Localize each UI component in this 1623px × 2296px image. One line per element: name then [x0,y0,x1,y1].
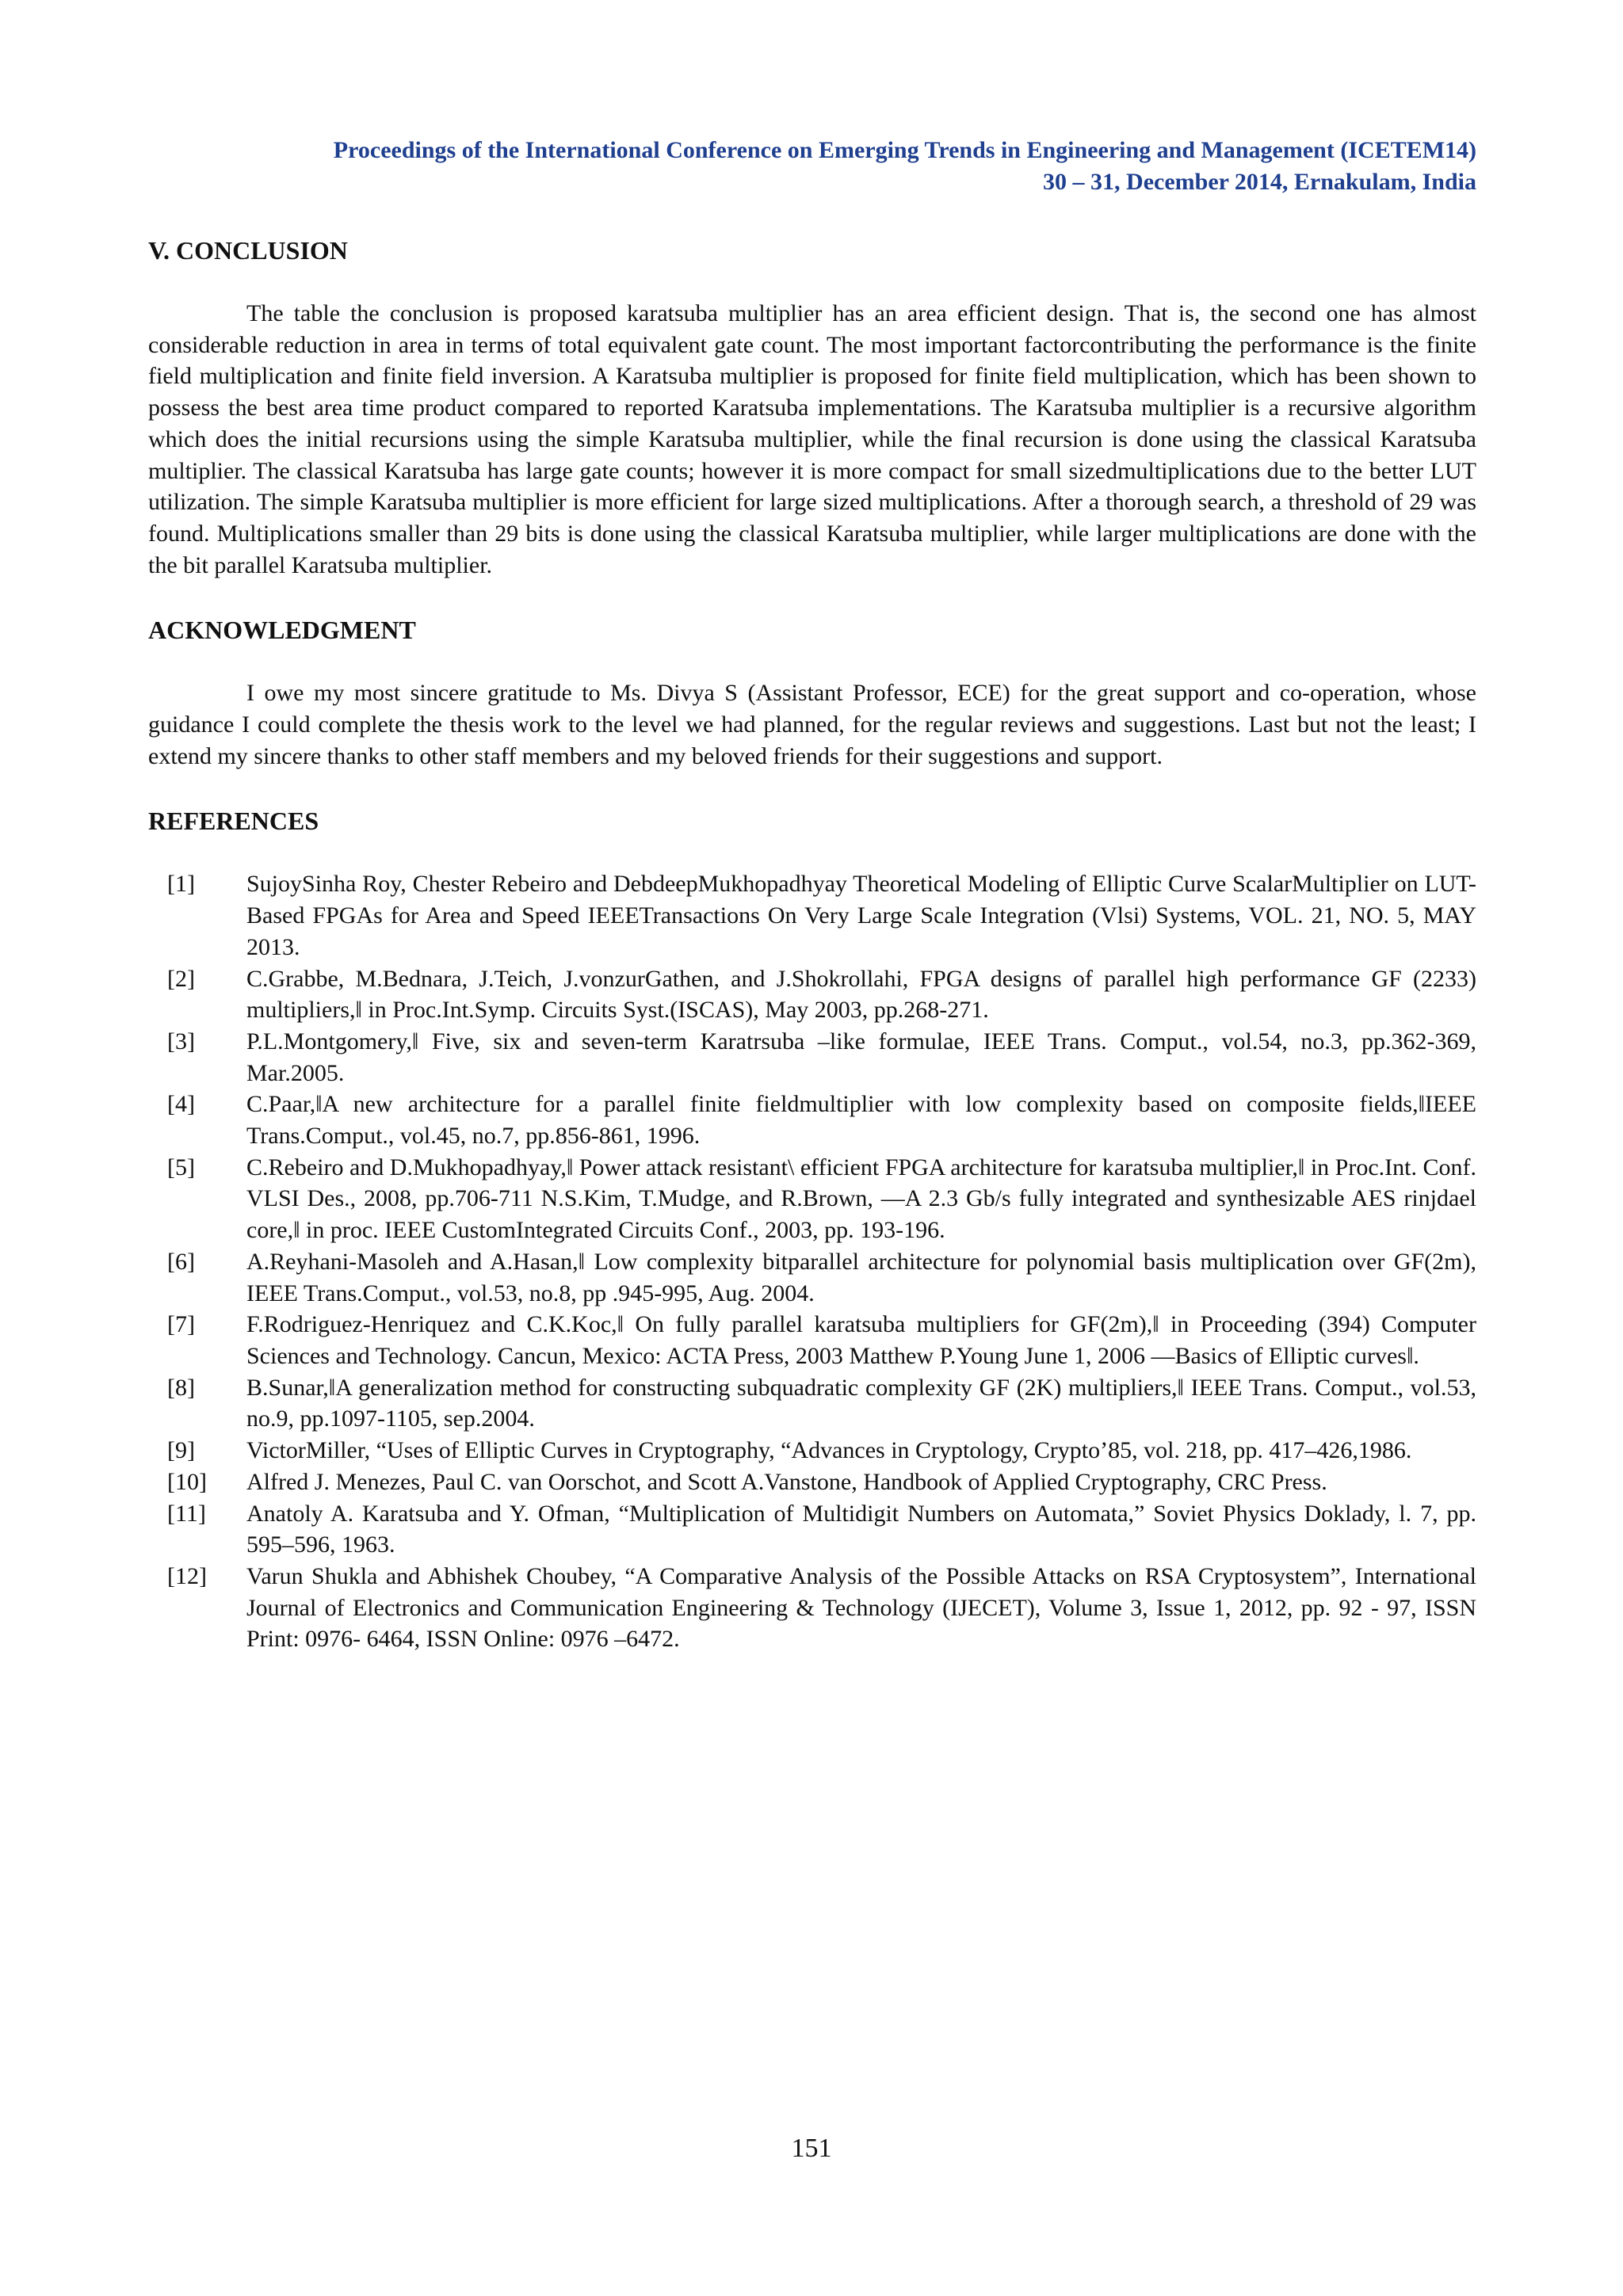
reference-number: [3] [167,1028,195,1055]
conference-date-location: 30 – 31, December 2014, Ernakulam, India [1043,169,1476,195]
reference-item [148,963,1476,1026]
reference-item [148,1561,1476,1655]
references-heading: REFERENCES [148,807,319,836]
reference-number: [2] [167,965,195,992]
reference-number: [1] [167,871,195,898]
reference-number: [12] [167,1562,207,1589]
reference-item [148,868,1476,963]
reference-text: VictorMiller, “Uses of Elliptic Curves in Cryptography, “Advances in Cryptology, Crypto’85, vol. 218, pp. 417–426,1986. [246,1437,1412,1464]
reference-number: [6] [167,1248,195,1275]
reference-text: A.Reyhani-Masoleh and A.Hasan,‖ Low complexity bitparallel architecture for polynomial basis multiplication over GF(2m), IEEE Trans.Comput., vol.53, no.8, pp .945-995, Aug. 2004. [246,1248,1476,1306]
reference-item [148,1246,1476,1309]
reference-text: P.L.Montgomery,‖ Five, six and seven-term Karatrsuba –like formulae, IEEE Trans. Comput., vol.54, no.3, pp.362-369, Mar.2005. [246,1028,1476,1086]
acknowledgment-section [148,614,1476,772]
reference-number: [10] [167,1468,207,1495]
reference-number: [8] [167,1374,195,1401]
reference-number: [7] [167,1311,195,1338]
reference-text: Varun Shukla and Abhishek Choubey, “A Comparative Analysis of the Possible Attacks on RSA Cryptosystem”, International Journal of Electronics and Communication Engineering & Technology (IJECET), Volume 3, Issue 1, 2012, pp. 92 - 97, ISSN Print: 0976- 6464, ISSN Online: 0976 –6472. [246,1562,1476,1653]
reference-item [148,1435,1476,1466]
reference-item [148,1309,1476,1371]
conference-header [148,135,1476,198]
reference-item [148,1152,1476,1246]
references-section [148,805,1476,1655]
reference-text: B.Sunar,‖A generalization method for constructing subquadratic complexity GF (2K) multipliers,‖ IEEE Trans. Comput., vol.53, no.9, pp.1097-1105, sep.2004. [246,1374,1476,1432]
page-number: 151 [791,2134,832,2163]
conclusion-paragraph: The table the conclusion is proposed karatsuba multiplier has an area efficient design. That is, the second one has almost considerable reduction in area in terms of total equivalent gate count. The most important factorcontributing the performance is the finite field multiplication and finite field inversion. A Karatsuba multiplier is proposed for finite field multiplication, which has been shown to possess the best area time product compared to reported Karatsuba implementations. The Karatsuba multiplier is a recursive algorithm which does the initial recursions using the simple Karatsuba multiplier, while the final recursion is done using the classical Karatsuba multiplier. The classical Karatsuba has large gate counts; however it is more compact for small sizedmultiplications due to the better LUT utilization. The simple Karatsuba multiplier is more efficient for large sized multiplications. After a thorough search, a threshold of 29 was found. Multiplications smaller than 29 bits is done using the classical Karatsuba multiplier, while larger multiplications are done with the the bit parallel Karatsuba multiplier. [148,300,1476,578]
reference-text: C.Grabbe, M.Bednara, J.Teich, J.vonzurGathen, and J.Shokrollahi, FPGA designs of parallel high performance GF (2233) multipliers,‖ in Proc.Int.Symp. Circuits Syst.(ISCAS), May 2003, pp.268-271. [246,965,1476,1024]
reference-text: Alfred J. Menezes, Paul C. van Oorschot, and Scott A.Vanstone, Handbook of Applied Cryptography, CRC Press. [246,1468,1327,1495]
reference-item [148,1498,1476,1561]
reference-text: C.Rebeiro and D.Mukhopadhyay,‖ Power attack resistant\ efficient FPGA architecture for karatsuba multiplier,‖ in Proc.Int. Conf. VLSI Des., 2008, pp.706-711 N.S.Kim, T.Mudge, and R.Brown, ―A 2.3 Gb/s fully integrated and synthesizable AES rinjdael core,‖ in proc. IEEE CustomIntegrated Circuits Conf., 2003, pp. 193-196. [246,1154,1476,1244]
reference-list [148,868,1476,1655]
reference-number: [4] [167,1091,195,1118]
reference-text: Anatoly A. Karatsuba and Y. Ofman, “Multiplication of Multidigit Numbers on Automata,” Soviet Physics Doklady, l. 7, pp. 595–596, 1963. [246,1500,1476,1558]
reference-number: [9] [167,1437,195,1464]
reference-item [148,1026,1476,1089]
conclusion-heading: V. CONCLUSION [148,236,348,265]
reference-item [148,1466,1476,1498]
reference-text: C.Paar,‖A new architecture for a parallel finite fieldmultiplier with low complexity based on composite fields,‖IEEE Trans.Comput., vol.45, no.7, pp.856-861, 1996. [246,1091,1476,1150]
reference-number: [11] [167,1500,206,1527]
reference-number: [5] [167,1154,195,1180]
reference-text: F.Rodriguez-Henriquez and C.K.Koc,‖ On fully parallel karatsuba multipliers for GF(2m),‖ in Proceeding (394) Computer Sciences and Technology. Cancun, Mexico: ACTA Press, 2003 Matthew P.Young June 1, 2006 ―Basics of Elliptic curves‖. [246,1311,1476,1369]
conference-title: Proceedings of the International Conference on Emerging Trends in Engineering and Management (ICETEM14) [333,137,1476,163]
acknowledgment-paragraph: I owe my most sincere gratitude to Ms. Divya S (Assistant Professor, ECE) for the great support and co-operation, whose guidance I could complete the thesis work to the level we had planned, for the regular reviews and suggestions. Last but not the least; I extend my sincere thanks to other staff members and my beloved friends for their suggestions and support. [148,680,1476,769]
paper-page [148,135,1476,1655]
reference-item [148,1372,1476,1435]
acknowledgment-heading: ACKNOWLEDGMENT [148,616,416,645]
reference-text: SujoySinha Roy, Chester Rebeiro and DebdeepMukhopadhyay Theoretical Modeling of Elliptic Curve ScalarMultiplier on LUT-Based FPGAs for Area and Speed IEEETransactions On Very Large Scale Integration (Vlsi) Systems, VOL. 21, NO. 5, MAY 2013. [246,871,1476,960]
reference-item [148,1089,1476,1151]
conclusion-section [148,235,1476,581]
